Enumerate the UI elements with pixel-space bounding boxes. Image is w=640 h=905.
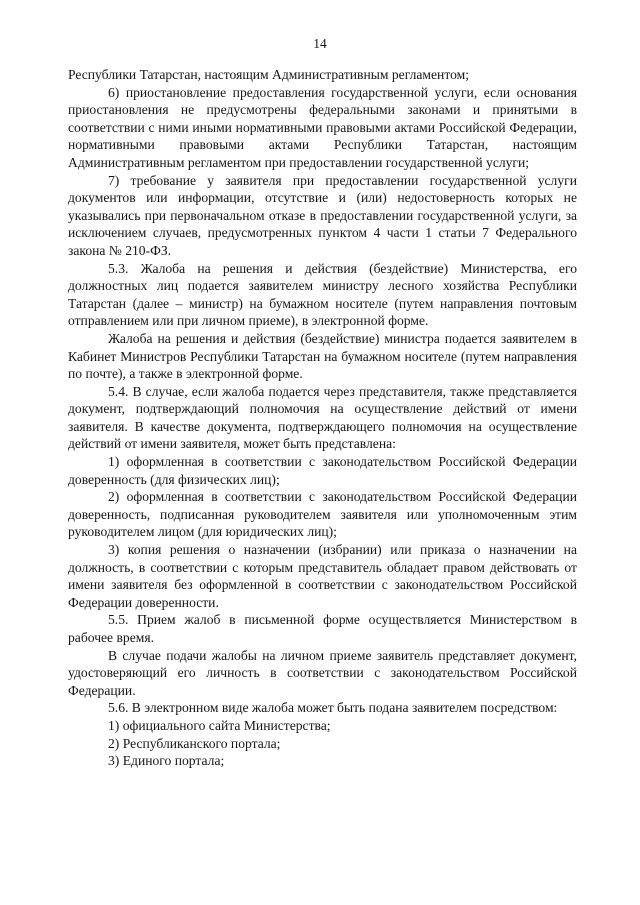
document-body — [68, 66, 577, 770]
paragraph-section-5-4: 5.4. В случае, если жалоба подается через представителя, также представляется документ, подтверждающий полномочия на осуществление действий от имени заявителя. В качестве документа, подтверждающего полномочия на осуществление действий от имени заявителя, может быть представлена: — [68, 383, 577, 452]
paragraph-complaint-minister: Жалоба на решения и действия (бездействие) министра подается заявителем в Кабинет Министров Республики Татарстан на бумажном носителе (путем направления по почте), а также в электронной форме. — [68, 330, 577, 382]
list-item-unified-portal: 3) Единого портала; — [108, 753, 225, 769]
paragraph-item-6: 6) приостановление предоставления государственной услуги, если основания приостановления не предусмотрены федеральными законами и принятыми в соответствии с ними иными нормативными правовыми актами Российской Федерации, нормативными правовыми актами Республики Татарстан, настоящим Административным регламентом при предоставлении государственной услуги; — [68, 84, 577, 170]
paragraph-personal-reception: В случае подачи жалобы на личном приеме заявитель представляет документ, удостоверяющий его личность в соответствии с законодательством Российской Федерации. — [68, 647, 577, 698]
paragraph-continuation: Республики Татарстан, настоящим Административным регламентом; — [68, 67, 470, 82]
paragraph-section-5-3: 5.3. Жалоба на решения и действия (бездействие) Министерства, его должностных лиц подается заявителем министру лесного хозяйства Республики Татарстан (далее – министр) на бумажном носителе (путем направления почтовым отправлением или при личном приеме), в электронной форме. — [68, 260, 577, 329]
paragraph-proxy-individuals: 1) оформленная в соответствии с законодательством Российской Федерации доверенность (для физических лиц); — [68, 454, 577, 487]
list-item-official-site: 1) официального сайта Министерства; — [108, 717, 331, 733]
page-number: 14 — [313, 36, 327, 51]
paragraph-section-5-5: 5.5. Прием жалоб в письменной форме осуществляется Министерством в рабочее время. — [68, 612, 577, 645]
paragraph-section-5-6: 5.6. В электронном виде жалоба может быть подана заявителем посредством: — [108, 700, 558, 716]
list-item-republican-portal: 2) Республиканского портала; — [108, 735, 281, 751]
paragraph-proxy-legal-entities: 2) оформленная в соответствии с законодательством Российской Федерации доверенность, подписанная руководителем заявителя или уполномоченным этим руководителем лицом (для юридических лиц); — [68, 489, 577, 540]
paragraph-item-7: 7) требование у заявителя при предоставлении государственной услуги документов или информации, отсутствие и (или) недостоверность которых не указывались при первоначальном отказе в предоставлении государственной услуги, за исключением случаев, предусмотренных пунктом 4 части 1 статьи 7 Федерального закона № 210-ФЗ. — [68, 172, 577, 258]
paragraph-appointment-copy: 3) копия решения о назначении (избрании) или приказа о назначении на должность, в соответствии с которым представитель обладает правом действовать от имени заявителя без оформленной в соответствии с законодательством Российской Федерации доверенности. — [68, 542, 577, 610]
